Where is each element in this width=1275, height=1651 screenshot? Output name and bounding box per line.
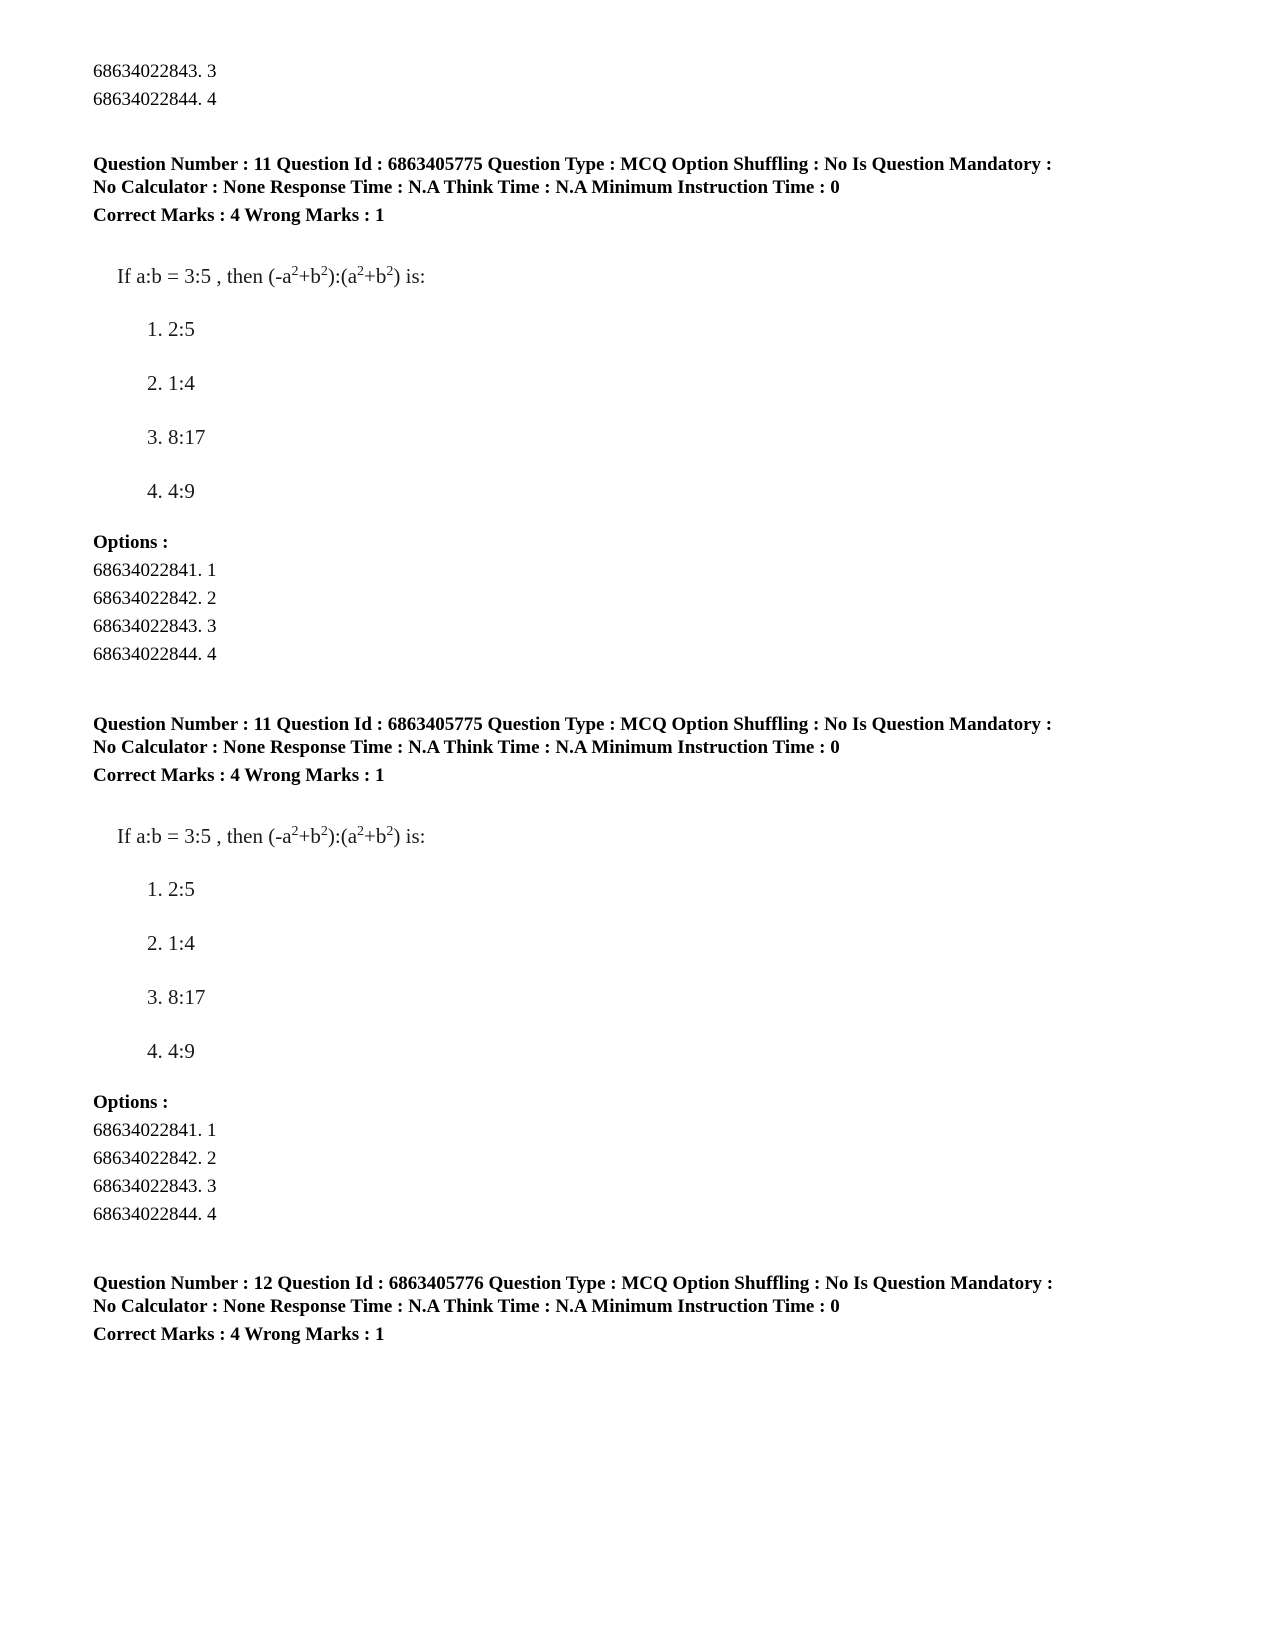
question-header-line1: Question Number : 11 Question Id : 6863405775 Question Type : MCQ Option Shuffling : No Is Question Mandatory :	[93, 154, 1053, 175]
options-label: Options :	[93, 1092, 169, 1113]
option-line: 68634022843. 3	[93, 61, 217, 82]
option-line: 68634022841. 1	[93, 1120, 217, 1141]
question-choice: 2. 1:4	[147, 371, 195, 395]
question-text: If a:b = 3:5 , then $(-a^2+b^2):(a^2+b^2)$ is:	[117, 824, 426, 848]
question-marks: Correct Marks : 4 Wrong Marks : 1	[93, 765, 385, 786]
question-header-line2: No Calculator : None Response Time : N.A Think Time : N.A Minimum Instruction Time : 0	[93, 1296, 840, 1317]
option-line: 68634022842. 2	[93, 1148, 217, 1169]
question-choice: 1. 2:5	[147, 877, 195, 901]
question-marks: Correct Marks : 4 Wrong Marks : 1	[93, 205, 385, 226]
question-marks: Correct Marks : 4 Wrong Marks : 1	[93, 1324, 385, 1345]
question-header-line2: No Calculator : None Response Time : N.A Think Time : N.A Minimum Instruction Time : 0	[93, 177, 840, 198]
options-label: Options :	[93, 532, 169, 553]
option-line: 68634022844. 4	[93, 644, 217, 665]
question-choice: 3. 8:17	[147, 985, 206, 1009]
option-line: 68634022843. 3	[93, 616, 217, 637]
option-line: 68634022843. 3	[93, 1176, 217, 1197]
option-line: 68634022842. 2	[93, 588, 217, 609]
question-choice: 4. 4:9	[147, 479, 195, 503]
question-header-line1: Question Number : 11 Question Id : 6863405775 Question Type : MCQ Option Shuffling : No Is Question Mandatory :	[93, 714, 1053, 735]
question-choice: 3. 8:17	[147, 425, 206, 449]
option-line: 68634022841. 1	[93, 560, 217, 581]
question-choice: 1. 2:5	[147, 317, 195, 341]
question-header-line2: No Calculator : None Response Time : N.A Think Time : N.A Minimum Instruction Time : 0	[93, 737, 840, 758]
question-text: If a:b = 3:5 , then $(-a^2+b^2):(a^2+b^2)$ is:	[117, 264, 426, 288]
question-choice: 4. 4:9	[147, 1039, 195, 1063]
question-header-line1: Question Number : 12 Question Id : 6863405776 Question Type : MCQ Option Shuffling : No Is Question Mandatory :	[93, 1273, 1054, 1294]
question-choice: 2. 1:4	[147, 931, 195, 955]
option-line: 68634022844. 4	[93, 89, 217, 110]
option-line: 68634022844. 4	[93, 1204, 217, 1225]
